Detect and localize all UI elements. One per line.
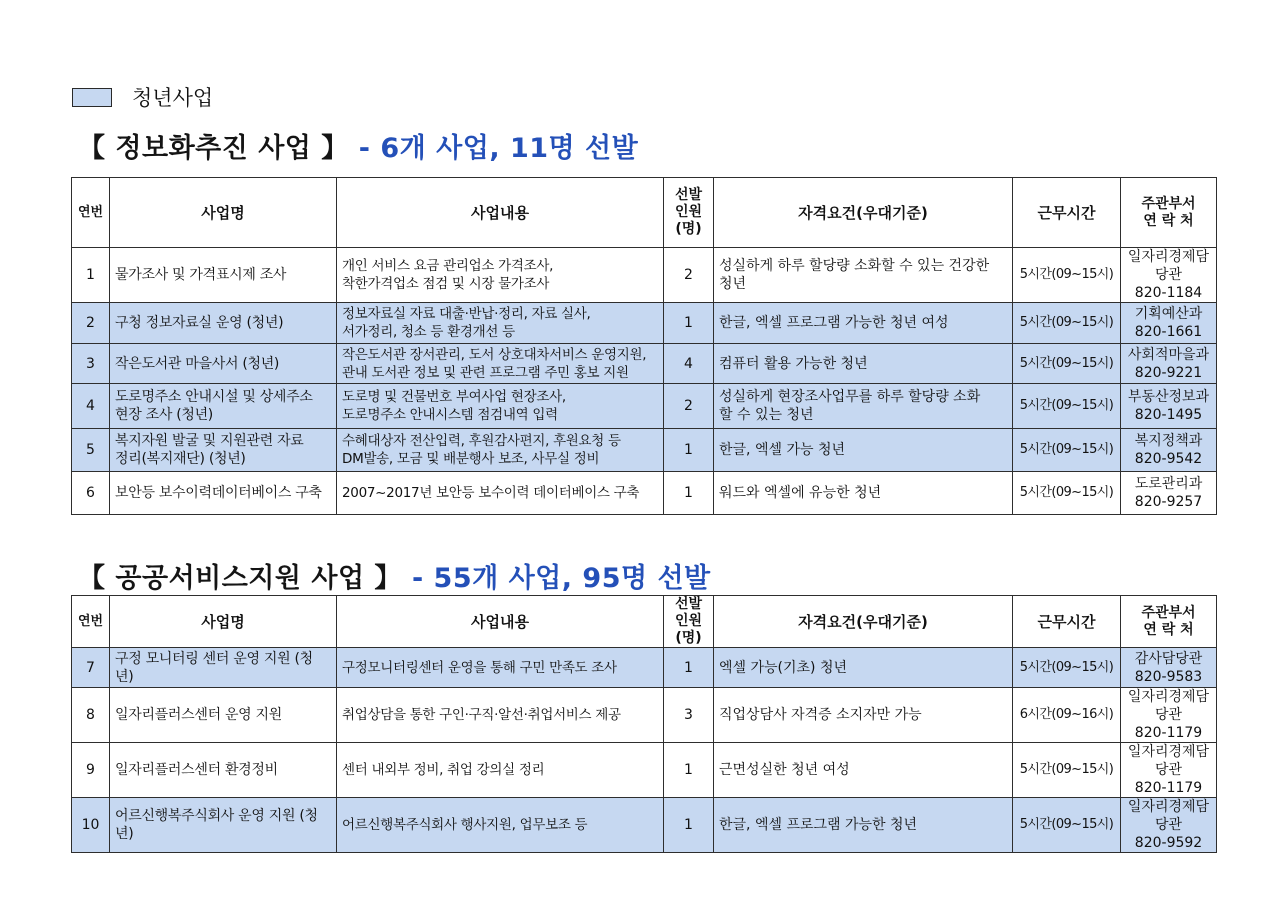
col-header-num: 연번 (72, 596, 110, 648)
legend-swatch (72, 88, 112, 107)
cell-content (337, 688, 664, 743)
col-header-name: 사업명 (110, 596, 337, 648)
cell-line: 820-9583 (1134, 668, 1203, 685)
cell-line: 복지정책과 (1134, 433, 1203, 449)
cell-hours: 5시간(09~15시) (1013, 798, 1121, 853)
cell-content (337, 798, 664, 853)
cell-line: 청년 (719, 276, 747, 292)
cell-line: 820-9542 (1134, 451, 1203, 467)
col-header-requirements: 자격요건(우대기준) (714, 596, 1013, 648)
cell-line: 정리(복지재단) (청년) (115, 451, 246, 467)
cell-line: 작은도서관 마을사서 (청년) (115, 355, 280, 372)
table-row (72, 688, 1217, 743)
cell-dept-contact (1121, 344, 1217, 384)
cell-line: 워드와 엑셀에 유능한 청년 (719, 485, 882, 501)
info-projects-table (71, 177, 1217, 515)
heading-info-projects (78, 126, 638, 165)
cell-count: 1 (664, 798, 714, 853)
table-row (72, 344, 1217, 384)
col-header-count (664, 178, 714, 248)
cell-line: (명) (675, 221, 702, 237)
cell-hours: 5시간(09~15시) (1013, 303, 1121, 344)
cell-hours: 5시간(09~15시) (1013, 472, 1121, 515)
cell-num: 5 (72, 429, 110, 472)
cell-project-name (110, 798, 337, 853)
col-header-dept (1121, 596, 1217, 648)
cell-line: 820-9221 (1134, 364, 1203, 381)
cell-line: 주관부서 (1141, 195, 1196, 212)
cell-hours: 5시간(09~15시) (1013, 384, 1121, 429)
cell-line: 일자리경제담당관 (1127, 744, 1210, 778)
cell-hours: 5시간(09~15시) (1013, 648, 1121, 688)
col-header-requirements: 자격요건(우대기준) (714, 178, 1013, 248)
cell-line: 근면성실한 청년 여성 (719, 762, 850, 778)
cell-hours: 5시간(09~15시) (1013, 344, 1121, 384)
cell-content (337, 743, 664, 798)
cell-num: 1 (72, 248, 110, 303)
col-header-content: 사업내용 (337, 596, 664, 648)
cell-line: 선발 (674, 596, 703, 612)
cell-dept-contact (1121, 648, 1217, 688)
table-row (72, 743, 1217, 798)
cell-project-name (110, 743, 337, 798)
table-row (72, 248, 1217, 303)
cell-count: 4 (664, 344, 714, 384)
cell-requirements (714, 303, 1013, 344)
cell-count: 1 (664, 743, 714, 798)
cell-line: 연 락 처 (1143, 621, 1194, 638)
cell-content (337, 248, 664, 303)
public-service-table (71, 595, 1217, 853)
cell-num: 8 (72, 688, 110, 743)
cell-count: 1 (664, 429, 714, 472)
cell-project-name (110, 472, 337, 515)
cell-project-name (110, 688, 337, 743)
cell-content (337, 648, 664, 688)
col-header-dept (1121, 178, 1217, 248)
cell-line: 사회적마을과 (1127, 346, 1210, 363)
cell-num: 9 (72, 743, 110, 798)
cell-line: 작은도서관 장서관리, 도서 상호대차서비스 운영지원, (342, 346, 647, 363)
cell-line: 820-1495 (1134, 407, 1203, 423)
heading-title: 【 공공서비스지원 사업 】 (78, 563, 402, 594)
col-header-hours: 근무시간 (1013, 596, 1121, 648)
cell-dept-contact (1121, 743, 1217, 798)
cell-line: 820-1179 (1134, 725, 1203, 741)
cell-num: 2 (72, 303, 110, 344)
cell-line: 취업상담을 통한 구인·구직·알선·취업서비스 제공 (342, 707, 621, 723)
cell-line: 일자리경제담당관 (1127, 249, 1210, 283)
cell-requirements (714, 472, 1013, 515)
heading-public-service-projects (78, 556, 711, 595)
cell-line: 엑셀 가능(기초) 청년 (719, 659, 848, 676)
cell-line: 820-9257 (1134, 494, 1203, 510)
cell-line: 센터 내외부 정비, 취업 강의실 정리 (342, 762, 545, 778)
cell-num: 3 (72, 344, 110, 384)
cell-line: 인원 (674, 204, 703, 220)
cell-content (337, 472, 664, 515)
header-row (72, 178, 1217, 248)
cell-line: 구정 모니터링 센터 운영 지원 (청년) (115, 650, 313, 685)
section-label-text: 청년사업 (132, 86, 214, 110)
cell-line: 서가정리, 청소 등 환경개선 등 (342, 324, 515, 340)
cell-line: 820-1184 (1134, 285, 1203, 301)
section-label (72, 84, 213, 110)
table-row (72, 472, 1217, 515)
cell-requirements (714, 648, 1013, 688)
col-header-hours: 근무시간 (1013, 178, 1121, 248)
col-header-num: 연번 (72, 178, 110, 248)
col-header-content: 사업내용 (337, 178, 664, 248)
cell-line: 일자리플러스센터 운영 지원 (115, 707, 282, 723)
cell-line: 도로명주소 안내시설 및 상세주소 (115, 389, 313, 405)
cell-dept-contact (1121, 303, 1217, 344)
cell-line: 어르신행복주식회사 행사지원, 업무보조 등 (342, 817, 588, 833)
cell-dept-contact (1121, 472, 1217, 515)
heading-title: 【 정보화추진 사업 】 (78, 133, 349, 164)
cell-line: 컴퓨터 활용 가능한 청년 (719, 355, 868, 372)
cell-hours: 6시간(09~16시) (1013, 688, 1121, 743)
cell-line: 복지자원 발굴 및 지원관련 자료 (115, 433, 304, 449)
cell-content (337, 429, 664, 472)
cell-line: 착한가격업소 점검 및 시장 물가조사 (342, 276, 550, 292)
cell-line: 보안등 보수이력데이터베이스 구축 (115, 485, 322, 501)
cell-line: 한글, 엑셀 프로그램 가능한 청년 (719, 817, 918, 833)
cell-dept-contact (1121, 384, 1217, 429)
cell-requirements (714, 344, 1013, 384)
cell-line: 일자리경제담당관 (1127, 799, 1210, 833)
cell-line: 2007~2017년 보안등 보수이력 데이터베이스 구축 (342, 485, 640, 501)
cell-count: 2 (664, 384, 714, 429)
cell-line: 일자리경제담당관 (1127, 689, 1210, 723)
cell-hours: 5시간(09~15시) (1013, 743, 1121, 798)
cell-hours: 5시간(09~15시) (1013, 429, 1121, 472)
cell-line: (명) (675, 630, 702, 646)
cell-num: 4 (72, 384, 110, 429)
cell-line: DM발송, 모금 및 배분행사 보조, 사무실 정비 (342, 451, 600, 467)
cell-num: 10 (72, 798, 110, 853)
cell-line: 어르신행복주식회사 운영 지원 (청년) (115, 808, 318, 842)
cell-content (337, 384, 664, 429)
cell-line: 성실하게 현장조사업무를 하루 할당량 소화 (719, 389, 981, 405)
cell-line: 820-1661 (1134, 324, 1203, 340)
cell-line: 선발 (674, 187, 703, 203)
cell-line: 도로명주소 안내시스템 점검내역 입력 (342, 407, 558, 423)
cell-line: 현장 조사 (청년) (115, 407, 213, 423)
table-row (72, 303, 1217, 344)
cell-project-name (110, 344, 337, 384)
cell-count: 1 (664, 472, 714, 515)
cell-count: 1 (664, 303, 714, 344)
cell-line: 주관부서 (1141, 604, 1196, 621)
cell-line: 직업상담사 자격증 소지자만 가능 (719, 707, 922, 723)
cell-hours: 5시간(09~15시) (1013, 248, 1121, 303)
cell-line: 수혜대상자 전산입력, 후원감사편지, 후원요청 등 (342, 433, 621, 449)
cell-content (337, 303, 664, 344)
heading-summary: - 55개 사업, 95명 선발 (411, 563, 711, 594)
table-row (72, 429, 1217, 472)
cell-dept-contact (1121, 429, 1217, 472)
cell-line: 물가조사 및 가격표시제 조사 (115, 267, 287, 283)
table-row (72, 648, 1217, 688)
header-row (72, 596, 1217, 648)
cell-count: 3 (664, 688, 714, 743)
col-header-name: 사업명 (110, 178, 337, 248)
cell-line: 연 락 처 (1143, 212, 1194, 229)
cell-line: 한글, 엑셀 가능 청년 (719, 442, 845, 458)
cell-line: 구청 정보자료실 운영 (청년) (115, 315, 284, 331)
cell-project-name (110, 248, 337, 303)
cell-line: 도로관리과 (1134, 476, 1203, 492)
cell-num: 6 (72, 472, 110, 515)
cell-line: 부동산정보과 (1127, 389, 1210, 405)
cell-line: 820-1179 (1134, 780, 1203, 796)
cell-line: 820-9592 (1134, 835, 1203, 851)
cell-line: 기획예산과 (1134, 306, 1203, 322)
cell-line: 관내 도서관 정보 및 관련 프로그램 주민 홍보 지원 (342, 364, 629, 381)
cell-line: 개인 서비스 요금 관리업소 가격조사, (342, 258, 554, 274)
cell-line: 감사담당관 (1134, 650, 1203, 667)
cell-project-name (110, 429, 337, 472)
heading-summary: - 6개 사업, 11명 선발 (358, 133, 639, 164)
cell-line: 정보자료실 자료 대출·반납·정리, 자료 실사, (342, 306, 591, 322)
cell-line: 한글, 엑셀 프로그램 가능한 청년 여성 (719, 315, 949, 331)
cell-requirements (714, 384, 1013, 429)
cell-count: 2 (664, 248, 714, 303)
cell-line: 할 수 있는 청년 (719, 407, 814, 423)
cell-project-name (110, 648, 337, 688)
cell-dept-contact (1121, 248, 1217, 303)
cell-num: 7 (72, 648, 110, 688)
cell-line: 일자리플러스센터 환경정비 (115, 762, 278, 778)
cell-line: 성실하게 하루 할당량 소화할 수 있는 건강한 (719, 258, 990, 274)
cell-line: 도로명 및 건물번호 부여사업 현장조사, (342, 389, 566, 405)
cell-dept-contact (1121, 798, 1217, 853)
cell-dept-contact (1121, 688, 1217, 743)
cell-project-name (110, 384, 337, 429)
col-header-count (664, 596, 714, 648)
cell-count: 1 (664, 648, 714, 688)
cell-requirements (714, 429, 1013, 472)
cell-project-name (110, 303, 337, 344)
cell-line: 인원 (674, 613, 703, 629)
table-row (72, 798, 1217, 853)
cell-content (337, 344, 664, 384)
cell-requirements (714, 248, 1013, 303)
cell-line: 구정모니터링센터 운영을 통해 구민 만족도 조사 (342, 659, 617, 676)
cell-requirements (714, 743, 1013, 798)
cell-requirements (714, 688, 1013, 743)
table-row (72, 384, 1217, 429)
cell-requirements (714, 798, 1013, 853)
